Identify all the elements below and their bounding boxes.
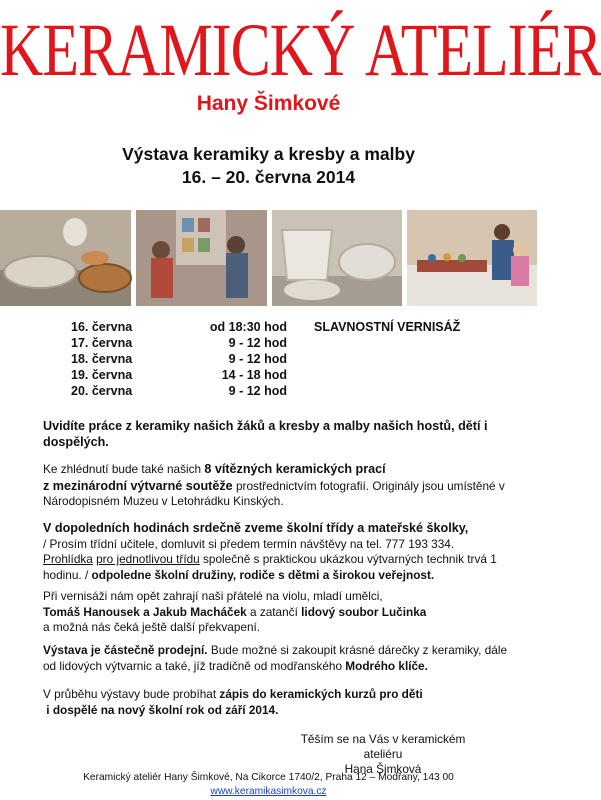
schedule-day: 17. června — [71, 336, 133, 350]
schedule-table — [0, 320, 537, 400]
schedule-day: 16. června — [71, 320, 133, 334]
photo-ceramic-bowls — [0, 210, 131, 306]
courses-date: i dospělé na nový školní rok od září 2014. — [46, 702, 279, 717]
footer-address: Keramický ateliér Hany Šimkové, Na Cikorce 1740/2, Praha 12 – Modřany, 143 00 — [83, 772, 454, 783]
sale-paragraph — [43, 643, 513, 674]
vernissage-paragraph — [43, 589, 513, 636]
schedule-time: 9 - 12 hod — [228, 384, 287, 398]
afternoon-invite: odpoledne školní družiny, rodiče s dětmi a širokou veřejnost. — [91, 567, 435, 582]
tour-duration: společně s praktickou ukázkou výtvarných technik trvá 1 hodinu. / — [43, 552, 497, 582]
page-title: KERAMICKÝ ATELIÉR — [0, 8, 601, 92]
courses-title: zápis do keramických kurzů pro děti — [219, 687, 423, 701]
page-subtitle: Hany Šimkové — [196, 92, 341, 115]
tour-class: pro jednotlivou třídu — [96, 552, 200, 566]
sale-brand: Modrého klíče. — [345, 658, 428, 673]
schedule-day: 19. června — [71, 368, 133, 382]
schedule-row — [0, 368, 537, 384]
competition-name: z mezinárodní výtvarné soutěže — [43, 478, 233, 493]
signature-name: Hana Šimková — [344, 762, 422, 776]
photo-white-ceramics — [272, 210, 402, 306]
schedule-row — [0, 320, 537, 336]
tour-label: Prohlídka — [43, 552, 93, 566]
vernissage-music: Při vernisáži nám opět zahrají naši přátelé na violu, mladí umělci, — [43, 589, 383, 603]
event-name: Výstava keramiky a kresby a malby — [122, 144, 415, 164]
event-dates: 16. – 20. června 2014 — [181, 167, 356, 187]
schedule-time: 9 - 12 hod — [228, 352, 287, 366]
dance-ensemble: lidový soubor Lučinka — [301, 604, 427, 619]
schedule-row — [0, 352, 537, 368]
website-link[interactable]: www.keramikasimkova.cz — [210, 786, 327, 797]
schedule-day: 20. června — [71, 384, 133, 398]
competition-location: prostřednictvím fotografií. Originály jsou umístěné v Národopisném Muzeu v Letohrádku Kinských. — [43, 478, 505, 508]
schedule-row — [0, 384, 537, 400]
schedule-day: 18. června — [71, 352, 133, 366]
schools-invite: V dopoledních hodinách srdečně zveme školní třídy a mateřské školky, — [43, 521, 469, 535]
courses-paragraph — [43, 687, 513, 718]
courses-text: V průběhu výstavy bude probíhat — [43, 687, 220, 701]
photo-visitors-exhibition — [136, 210, 267, 306]
signature-greeting: Těším se na Vás v keramickém ateliéru — [300, 732, 466, 761]
competition-works: 8 vítězných keramických prací — [204, 462, 386, 476]
sale-title: Výstava je částečně prodejní. — [43, 643, 208, 657]
competition-text: Ke zhlédnutí bude také našich — [43, 462, 205, 476]
schools-booking: / Prosím třídní učitele, domluvit si předem termín návštěvy na tel. 777 193 334. — [43, 536, 455, 551]
schedule-note: SLAVNOSTNÍ VERNISÁŽ — [314, 320, 461, 334]
schedule-time: 14 - 18 hod — [221, 368, 287, 382]
competition-paragraph — [43, 461, 513, 510]
schedule-row — [0, 336, 537, 352]
musicians-names: Tomáš Hanousek a Jakub Macháček — [43, 604, 247, 619]
schedule-time: 9 - 12 hod — [228, 336, 287, 350]
schedule-time: od 18:30 hod — [209, 320, 287, 334]
schools-paragraph — [43, 520, 513, 583]
footer — [0, 771, 537, 799]
photo-children-table — [407, 210, 537, 306]
event-headline — [0, 143, 537, 189]
vernissage-dance: a zatančí — [246, 604, 302, 619]
vernissage-surprise: a možná nás čeká ještě další překvapení. — [43, 620, 261, 634]
sale-text: Bude možné si zakoupit krásné dárečky z keramiky, dále od lidových výtvarnic a také, jíž tradičně od modřanského — [43, 643, 508, 673]
intro-paragraph: Uvidíte práce z keramiky našich žáků a kresby a malby našich hostů, dětí i dospělých. — [43, 419, 488, 449]
